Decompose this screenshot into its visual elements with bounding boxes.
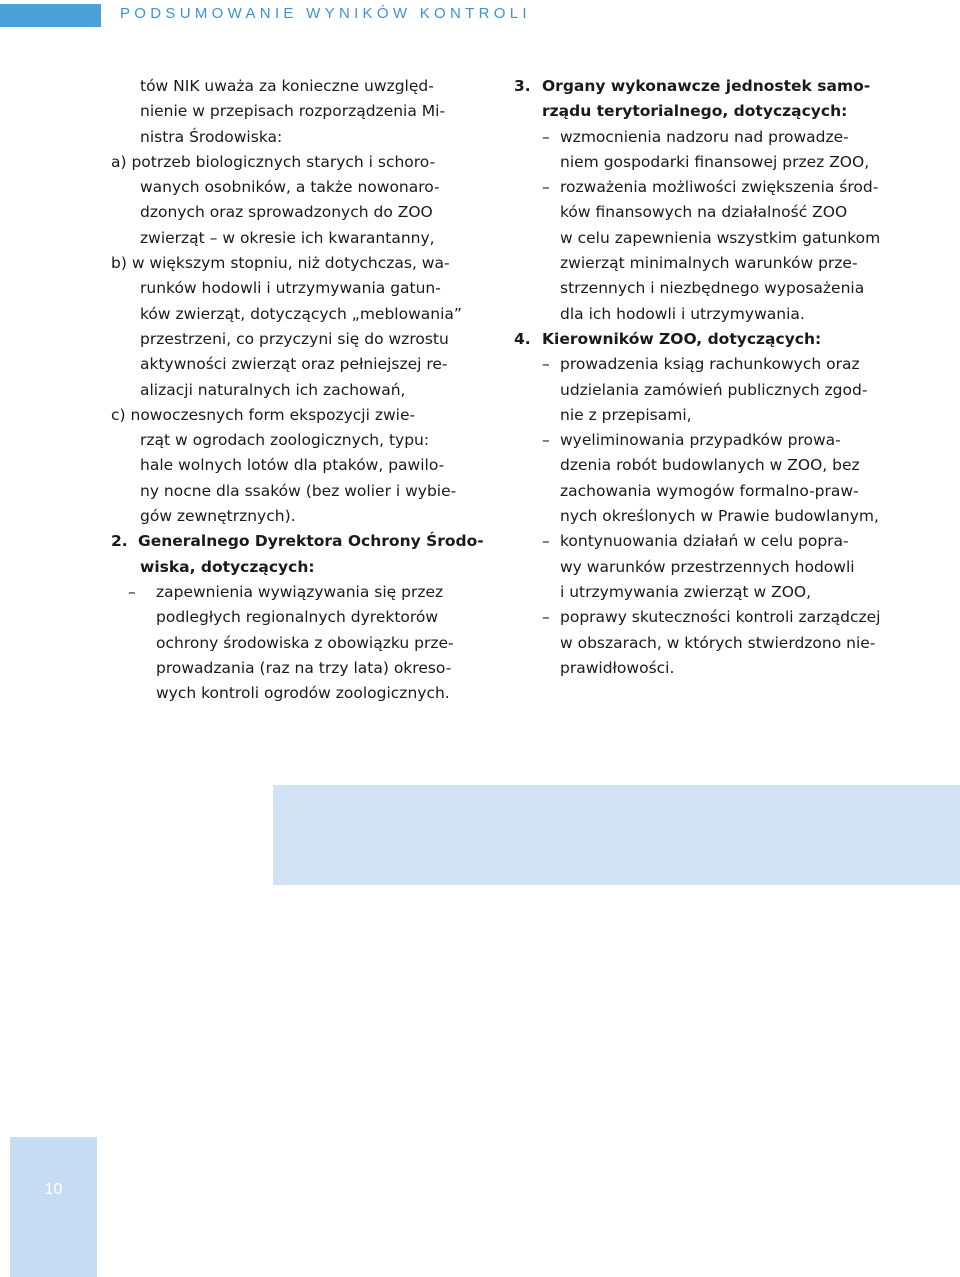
text-line: nych określonych w Prawie budowlanym,: [560, 507, 879, 526]
text-line: rządu terytorialnego, dotyczących:: [542, 102, 848, 121]
text-line: gów zewnętrznych).: [140, 507, 296, 526]
text-line: i utrzymywania zwierząt w ZOO,: [560, 582, 812, 601]
text-line: ków finansowych na działalność ZOO: [560, 203, 848, 222]
right-column: [514, 74, 881, 681]
text-line: ny nocne dla ssaków (bez wolier i wybie-: [140, 481, 457, 500]
dash-item: [111, 580, 481, 605]
left-column: [111, 74, 484, 706]
dash-item: [514, 352, 874, 377]
section-number: 3.: [514, 77, 531, 95]
page-number-tab: [10, 1137, 97, 1277]
text-line: nistra Środowiska:: [140, 127, 283, 146]
dash-item: [514, 605, 881, 630]
text-line: c) nowoczesnych form ekspozycji zwie-: [111, 405, 416, 424]
section-4: [514, 327, 881, 681]
text-line: a) potrzeb biologicznych starych i schoro-: [111, 152, 436, 171]
section-2-heading: [111, 529, 484, 554]
heading-text: Generalnego Dyrektora Ochrony Środo-: [138, 532, 484, 551]
text-line: zachowania wymogów formalno-praw-: [560, 481, 859, 500]
item-b: [111, 251, 481, 403]
dash-bullet: –: [542, 127, 550, 146]
dash-bullet: –: [542, 431, 550, 450]
text-line: nienie w przepisach rozporządzenia Mi-: [140, 102, 446, 121]
text-line: aktywności zwierząt oraz pełniejszej re-: [140, 355, 448, 374]
dash-bullet: –: [542, 608, 550, 627]
dash-bullet: –: [542, 532, 550, 551]
text-line: wzmocnienia nadzoru nad prowadze-: [560, 127, 849, 146]
text-line: zwierząt minimalnych warunków prze-: [560, 254, 858, 273]
text-line: udzielania zamówień publicznych zgod-: [560, 380, 868, 399]
dash-item: [514, 125, 874, 150]
section-number: 4.: [514, 329, 531, 348]
text-line: prowadzenia ksiąg rachunkowych oraz: [560, 355, 860, 374]
dash-bullet: –: [128, 582, 136, 601]
text-line: strzennych i niezbędnego wyposażenia: [560, 279, 865, 298]
text-line: wych kontroli ogrodów zoologicznych.: [156, 684, 450, 703]
text-line: niem gospodarki finansowej przez ZOO,: [560, 152, 870, 171]
text-line: zapewnienia wywiązywania się przez: [156, 582, 444, 601]
text-line: przestrzeni, co przyczyni się do wzrostu: [140, 329, 449, 348]
text-line: rząt w ogrodach zoologicznych, typu:: [140, 431, 430, 450]
page-number: 10: [44, 1181, 63, 1198]
text-line: hale wolnych lotów dla ptaków, pawilo-: [140, 456, 445, 475]
text-line: nie z przepisami,: [560, 405, 692, 424]
text-line: ków zwierząt, dotyczących „meblowania”: [140, 304, 462, 323]
text-line: w obszarach, w których stwierdzono nie-: [560, 633, 876, 652]
text-line: wanych osobników, a także nowonaro-: [140, 178, 440, 197]
text-line: zwierząt – w okresie ich kwarantanny,: [140, 228, 435, 247]
text-line: w celu zapewnienia wszystkim gatunkom: [560, 228, 881, 247]
dash-bullet: –: [542, 178, 550, 197]
text-line: wyeliminowania przypadków prowa-: [560, 431, 841, 450]
text-line: prawidłowości.: [560, 658, 675, 677]
heading-text: Kierowników ZOO, dotyczących:: [542, 329, 822, 348]
text-line: runków hodowli i utrzymywania gatun-: [140, 279, 441, 298]
section-3-heading: [514, 74, 874, 99]
text-line: podległych regionalnych dyrektorów: [156, 608, 439, 627]
text-line: kontynuowania działań w celu popra-: [560, 532, 849, 551]
text-line: poprawy skuteczności kontroli zarządczej: [560, 608, 881, 627]
text-line: wiska, dotyczących:: [140, 557, 315, 576]
text-line: rozważenia możliwości zwiększenia środ-: [560, 178, 879, 197]
section-3: [514, 74, 881, 327]
dash-item: [514, 175, 879, 200]
text-line: tów NIK uważa za konieczne uwzględ-: [140, 77, 434, 95]
item-c: [111, 403, 481, 529]
text-line: wy warunków przestrzennych hodowli: [560, 557, 855, 576]
section-2: [111, 529, 484, 706]
highlight-box: [273, 785, 960, 885]
text-line: dzenia robót budowlanych w ZOO, bez: [560, 456, 860, 475]
text-line: prowadzania (raz na trzy lata) okreso-: [156, 658, 452, 677]
text-line: ochrony środowiska z obowiązku prze-: [156, 633, 454, 652]
running-header: PODSUMOWANIE WYNIKÓW KONTROLI: [120, 5, 531, 22]
dash-item: [514, 529, 874, 554]
dash-bullet: –: [542, 355, 550, 374]
intro-paragraph: [111, 74, 481, 150]
item-a: [111, 150, 481, 251]
header-accent-bar: [0, 4, 101, 27]
section-4-heading: [514, 327, 874, 352]
text-line: alizacji naturalnych ich zachowań,: [140, 380, 406, 399]
text-line: b) w większym stopniu, niż dotychczas, wa-: [111, 254, 450, 273]
section-number: 2.: [111, 532, 128, 551]
heading-text: Organy wykonawcze jednostek samo-: [542, 77, 871, 95]
text-line: dla ich hodowli i utrzymywania.: [560, 304, 805, 323]
text-line: dzonych oraz sprowadzonych do ZOO: [140, 203, 433, 222]
dash-item: [514, 428, 874, 453]
